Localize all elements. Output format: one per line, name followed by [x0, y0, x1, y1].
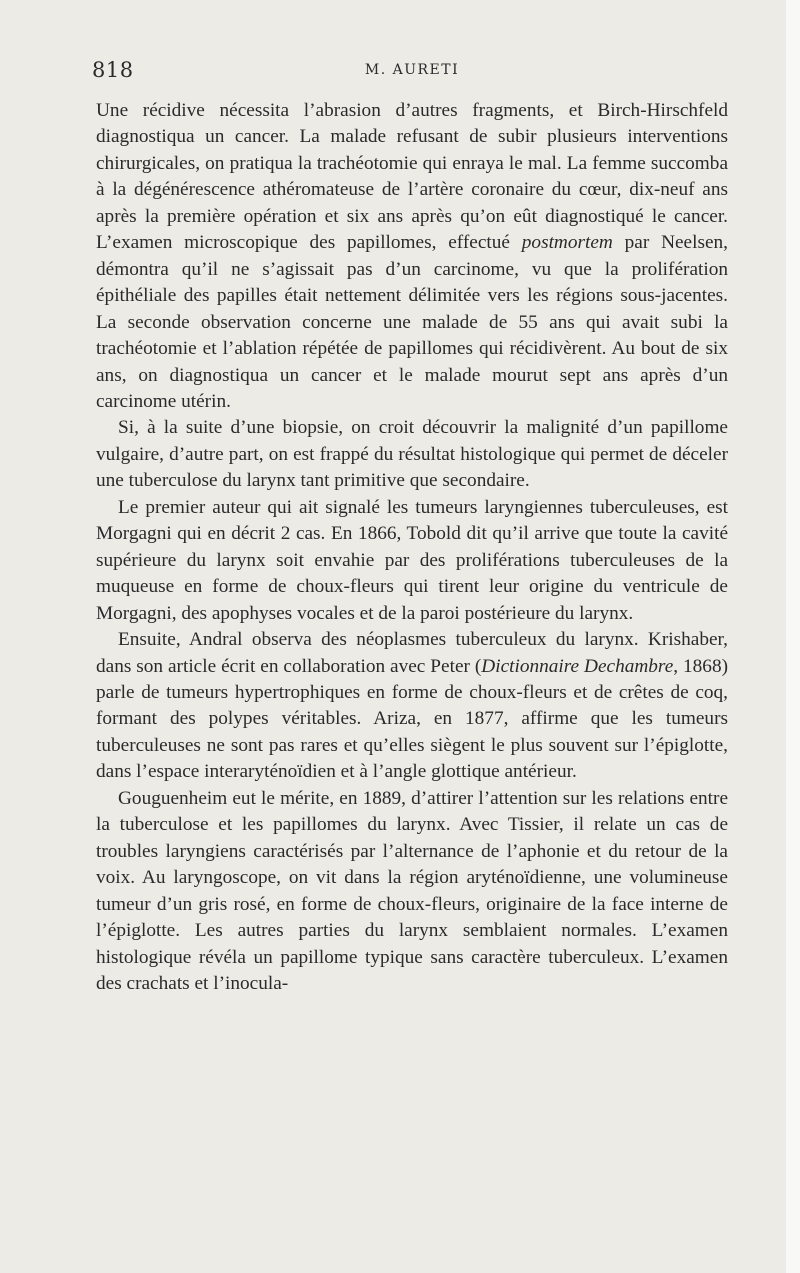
text-segment: , 1868) parle de tumeurs hypertrophiques en forme de choux-fleurs et de crêtes de coq, formant des polypes véritables. Ariza, en 1877, affirme que les tumeurs tuberculeuses ne sont pas rares et qu’elles siègent le plus souvent sur l’épiglotte, dans l’espace interaryténoïdien et à l’angle glottique antérieur.	[96, 655, 729, 783]
text-segment: Gouguenheim eut le mérite, en 1889, d’attirer l’attention sur les relations entre la tuberculose et les papillomes du larynx. Avec Tissier, il relate un cas de troubles laryngiens caractérisés par l’alternance de l’aphonie et du retour de la voix. Au laryngoscope, on vit dans la région aryténoïdienne, une volumineuse tumeur d’un gris rosé, en forme de choux-fleurs, originaire de la face interne de l’épiglotte. Les autres parties du larynx semblaient normales. L’examen histologique révéla un papillome typique sans caractère tuberculeux. L’examen des crachats et l’inocula-	[96, 787, 728, 994]
body-text	[96, 98, 728, 997]
page-number: 818	[92, 58, 134, 82]
text-segment: par Neelsen, démontra qu’il ne s’agissait pas d’un carcinome, vu que la prolifération épithéliale des papilles était nettement délimitée vers les régions sous-jacentes. La seconde observation concerne une malade de 55 ans qui avait subi la trachéotomie et l’ablation répétée de papillomes qui récidivèrent. Au bout de six ans, on diagnostiqua un cancer et le malade mourut sept ans après d’un carcinome utérin.	[96, 232, 728, 412]
paragraph	[96, 627, 728, 786]
italic-text-segment: postmortem	[521, 232, 613, 254]
text-segment: Une récidive nécessita l’abrasion d’autres fragments, et Birch-Hirschfeld diagnostiqua un cancer. La malade refusant de subir plusieurs interventions chirurgicales, on pratiqua la trachéotomie qui enraya le mal. La femme succomba à la dégénérescence athéromateuse de l’artère coronaire du cœur, dix-neuf ans après la première opération et six ans après qu’on eût diagnostiqué le cancer. L’examen microscopique des papillomes, effectué	[96, 100, 728, 254]
running-head: M. AURETI	[364, 62, 460, 78]
page-header	[92, 58, 732, 88]
page-margin-edge	[786, 0, 800, 1273]
text-segment: Si, à la suite d’une biopsie, on croit découvrir la malignité d’un papillome vulgaire, d’autre part, on est frappé du résultat histologique qui permet de déceler une tuberculose du larynx tant primitive que secondaire.	[96, 417, 728, 492]
paragraph	[96, 98, 728, 415]
italic-text-segment: Dictionnaire Dechambre	[481, 655, 674, 677]
paragraph	[96, 415, 728, 494]
text-segment: Ensuite, Andral observa des néoplasmes tuberculeux du larynx. Krishaber, dans son article écrit en collaboration avec Peter (	[96, 629, 728, 677]
paragraph	[96, 786, 728, 998]
text-segment: Le premier auteur qui ait signalé les tumeurs laryngiennes tuberculeuses, est Morgagni qui en décrit 2 cas. En 1866, Tobold dit qu’il arrive que toute la cavité supérieure du larynx soit envahie par des proliférations tuberculeuses de la muqueuse en forme de choux-fleurs qui tirent leur origine du ventricule de Morgagni, des apophyses vocales et de la paroi postérieure du larynx.	[96, 496, 728, 624]
paragraph	[96, 495, 728, 627]
